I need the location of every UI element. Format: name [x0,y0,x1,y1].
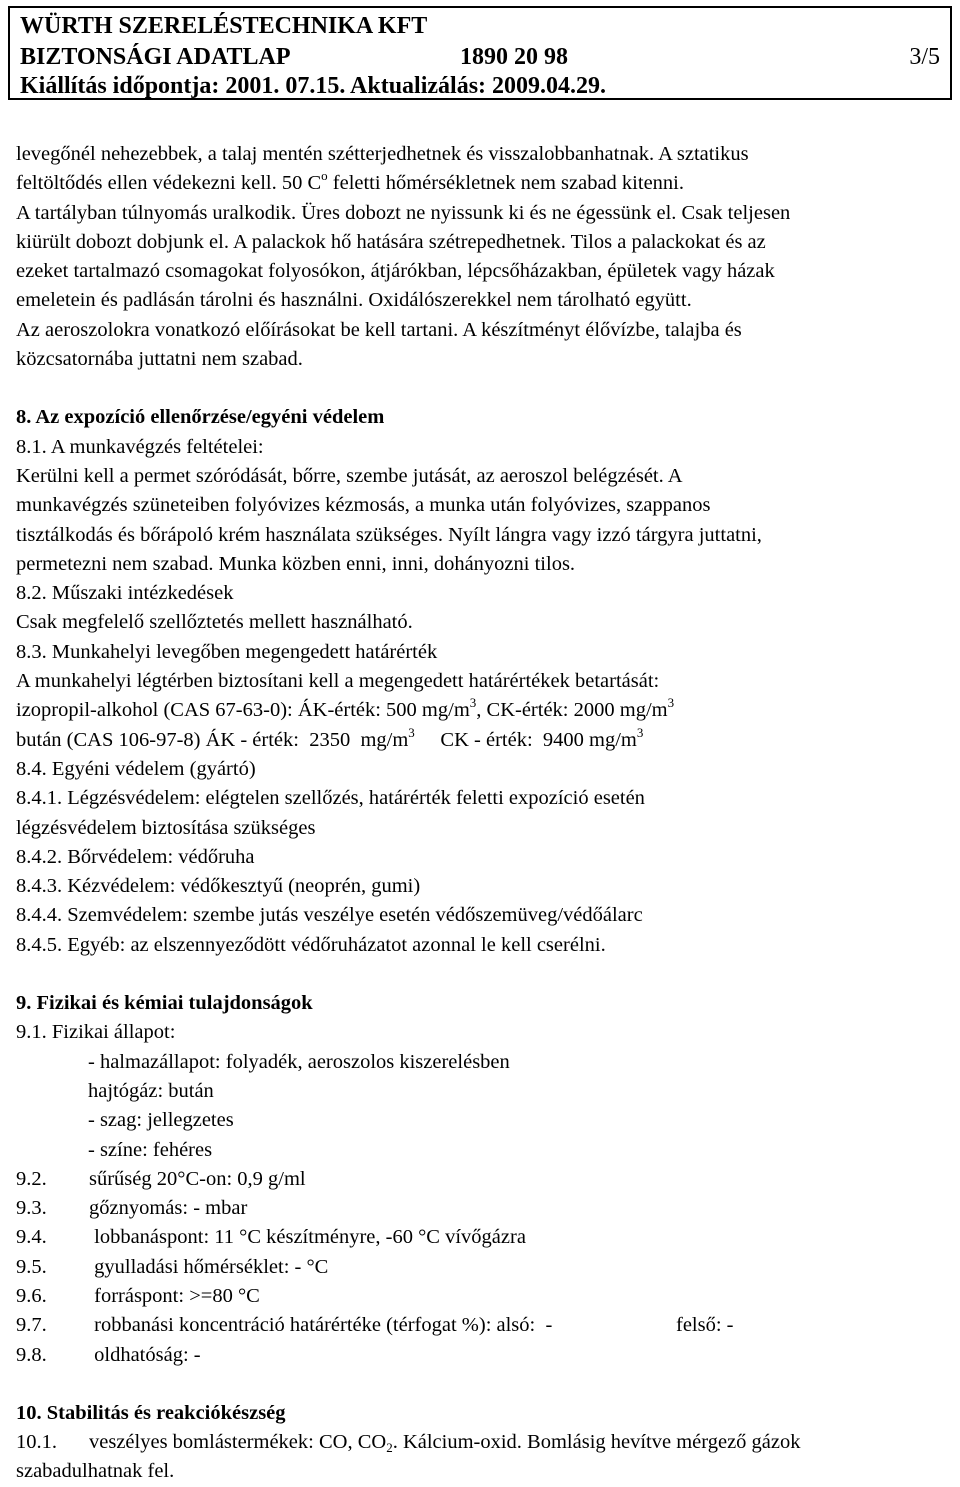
property-row: 9.3. gőznyomás: - mbar [16,1197,248,1220]
property-line: hajtógáz: bután [88,1079,214,1102]
section-9-heading: 9. Fizikai és kémiai tulajdonságok [16,992,313,1015]
issue-date-line: Kiállítás időpontja: 2001. 07.15. Aktualizálás: 2009.04.29. [20,73,607,99]
paragraph-line: 8.4.5. Egyéb: az elszennyeződött védőruházatot azonnal le kell cserélni. [16,933,606,956]
paragraph-line: légzésvédelem biztosítása szükséges [16,816,316,839]
paragraph-line: közcsatornába juttatni nem szabad. [16,348,303,371]
property-line: - szag: jellegzetes [88,1109,234,1132]
paragraph-line: tisztálkodás és bőrápoló krém használata szükséges. Nyílt lángra vagy izzó tárgyra juttatni, [16,523,762,546]
section-8-heading: 8. Az expozíció ellenőrzése/egyéni védelem [16,406,385,429]
property-row: 9.7. robbanási koncentráció határértéke (térfogat %): alsó: - felső: - [16,1314,734,1337]
document-header [8,6,952,100]
paragraph-line: A munkahelyi légtérben biztosítani kell a megengedett határértékek betartását: [16,670,660,693]
paragraph-line: Csak megfelelő szellőztetés mellett használható. [16,611,413,634]
paragraph-line: 8.4.4. Szemvédelem: szembe jutás veszélye esetén védőszemüveg/védőálarc [16,904,643,927]
paragraph-line: 8.4.3. Kézvédelem: védőkesztyű (neoprén, gumi) [16,875,421,898]
property-row: 9.4. lobbanáspont: 11 °C készítményre, -60 °C vívőgázra [16,1226,526,1249]
subsection-heading: 8.1. A munkavégzés feltételei: [16,435,264,458]
paragraph-line: emeletein és padlásán tárolni és használni. Oxidálószerekkel nem tárolható együtt. [16,289,692,312]
property-line: - színe: fehéres [88,1138,213,1161]
subsection-heading: 8.3. Munkahelyi levegőben megengedett határérték [16,640,438,663]
section-10-heading: 10. Stabilitás és reakciókészség [16,1401,286,1424]
company-name: WÜRTH SZERELÉSTECHNIKA KFT [20,13,428,39]
document-body [16,140,946,1487]
property-row: 9.2. sűrűség 20°C-on: 0,9 g/ml [16,1167,306,1190]
paragraph-line: munkavégzés szüneteiben folyóvizes kézmosás, a munka után folyóvizes, szappanos [16,494,711,517]
document-number: 1890 20 98 [460,44,568,70]
property-line: - halmazállapot: folyadék, aeroszolos kiszerelésben [88,1050,510,1073]
paragraph-line: szabadulhatnak fel. [16,1460,175,1483]
property-row: 9.6. forráspont: >=80 °C [16,1284,260,1307]
paragraph-line: Kerülni kell a permet szóródását, bőrre, szembe jutását, az aeroszol belégzését. A [16,464,683,487]
subsection-heading: 8.4. Egyéni védelem (gyártó) [16,757,256,780]
paragraph-line: 8.4.1. Légzésvédelem: elégtelen szellőzés, határérték feletti expozíció esetén [16,787,645,810]
paragraph-line: levegőnél nehezebbek, a talaj mentén szétterjedhetnek és visszalobbanhatnak. A sztatikus [16,143,749,165]
property-row: 10.1. veszélyes bomlástermékek: CO, $CO_2$. Kálcium-oxid. Bomlásig hevítve mérgező gázok [16,1431,801,1456]
subsection-heading: 9.1. Fizikai állapot: [16,1021,176,1044]
paragraph-line: Az aeroszolokra vonatkozó előírásokat be kell tartani. A készítményt élővízbe, talajba és [16,318,742,341]
paragraph-line: feltöltődés ellen védekezni kell. 50 $C^o$ feletti hőmérsékletnek nem szabad kitenni. [16,168,684,195]
paragraph-line: 8.4.2. Bőrvédelem: védőruha [16,845,255,868]
paragraph-line: kiürült dobozt dobjunk el. A palackok hő hatására szétrepedhetnek. Tilos a palackokat és az [16,230,766,253]
document-title: BIZTONSÁGI ADATLAP [20,44,291,70]
limit-value-isopropanol: izopropil-alkohol (CAS 67-63-0): ÁK-érték: 500 $mg/m^3$, CK-érték: 2000 $mg/m^3$ [16,695,675,722]
paragraph-line: ezeket tartalmazó csomagokat folyosókon, átjárókban, lépcsőházakban, épületek vagy házak [16,260,775,283]
subsection-heading: 8.2. Műszaki intézkedések [16,582,234,605]
property-row: 9.8. oldhatóság: - [16,1343,201,1366]
paragraph-line: A tartályban túlnyomás uralkodik. Üres dobozt ne nyissunk ki és ne égessünk el. Csak teljesen [16,201,791,224]
paragraph-line: permetezni nem szabad. Munka közben enni, inni, dohányozni tilos. [16,552,576,575]
property-row: 9.5. gyulladási hőmérséklet: - °C [16,1255,329,1278]
page-number: 3/5 [909,44,940,70]
limit-value-butane: bután (CAS 106-97-8) ÁK - érték: 2350 $mg/m^3$ CK - érték: 9400 $mg/m^3$ [16,724,644,751]
